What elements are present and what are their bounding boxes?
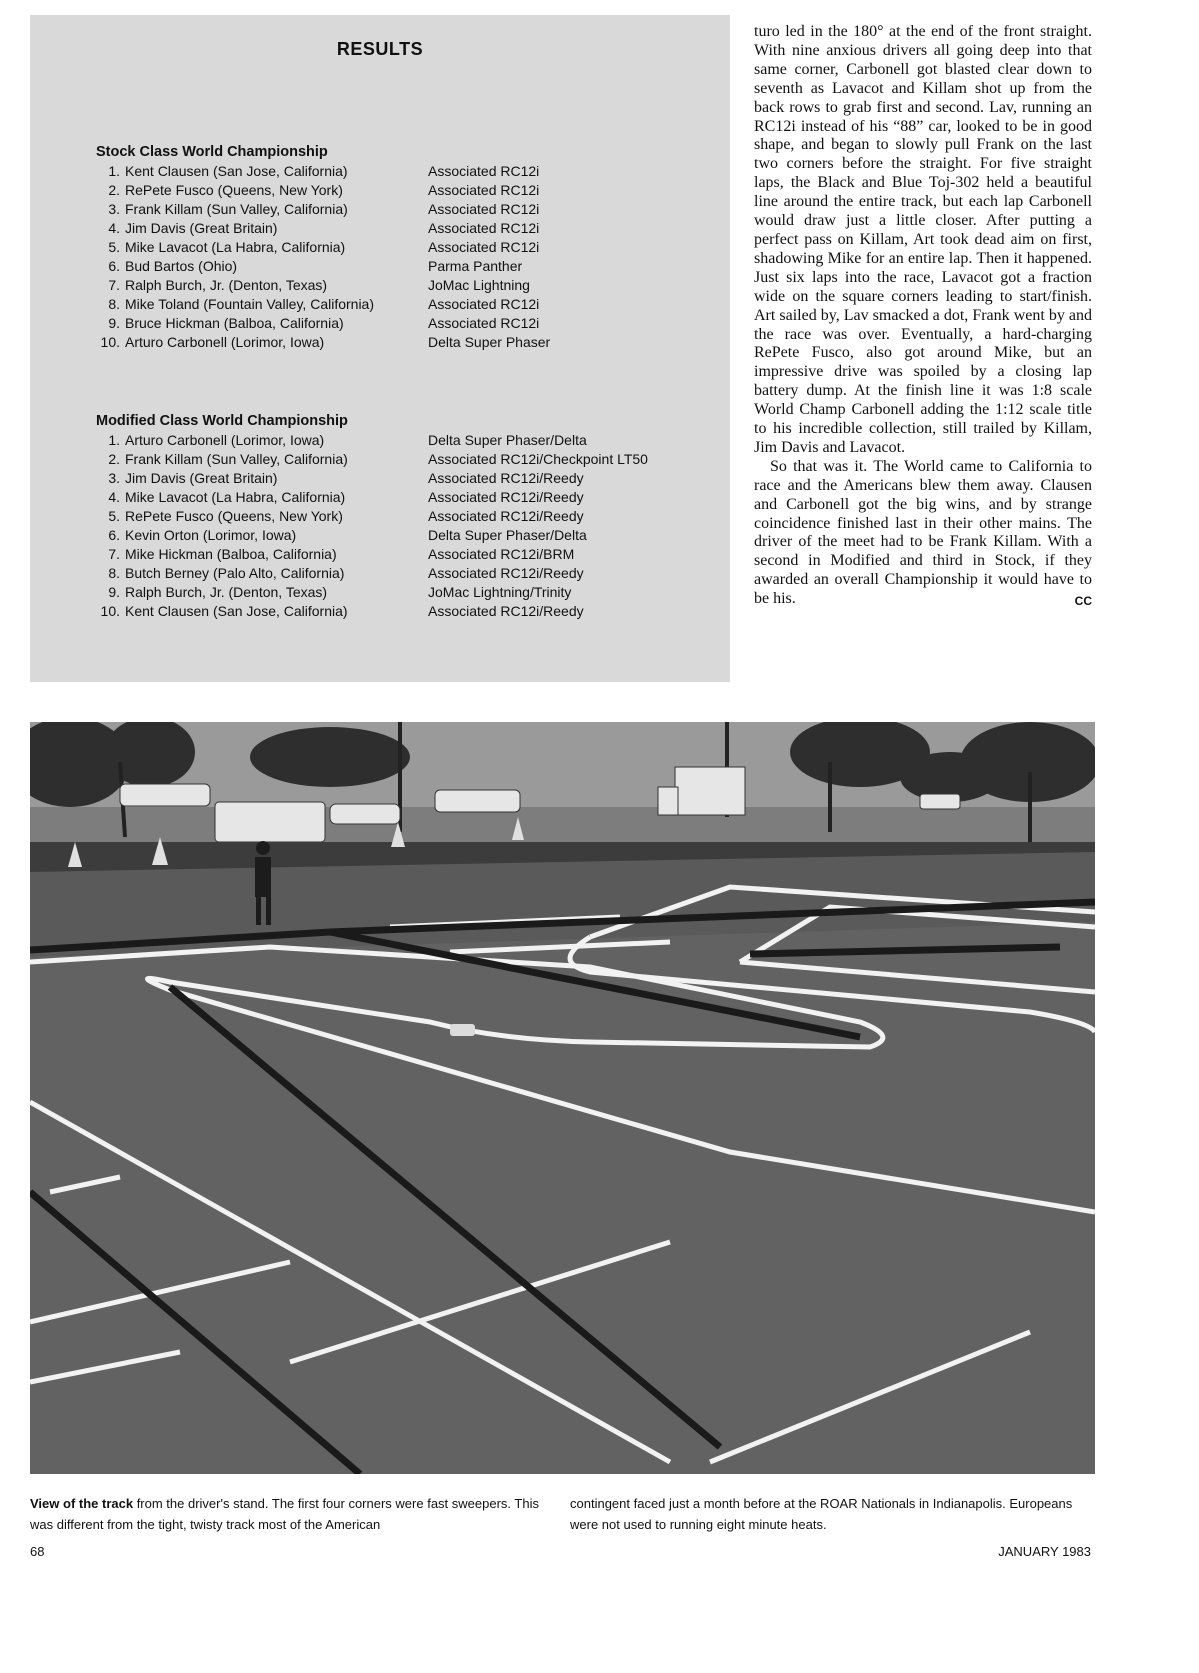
result-position: 4.	[108, 489, 120, 505]
stock-result-row	[96, 257, 716, 276]
results-title: RESULTS	[336, 39, 424, 59]
result-driver: Ralph Burch, Jr. (Denton, Texas)	[125, 584, 328, 600]
caption-text-1: from the driver's stand. The first four corners were fast sweepers. This was different from the tight, twisty track most of the American	[30, 1496, 539, 1532]
result-car: JoMac Lightning	[428, 277, 530, 293]
result-car: Associated RC12i	[428, 296, 540, 312]
result-driver: Mike Lavacot (La Habra, California)	[125, 239, 346, 255]
modified-result-row	[96, 564, 716, 583]
photo-caption-right	[570, 1493, 1095, 1535]
result-car: Associated RC12i/Reedy	[428, 489, 584, 505]
stock-result-row	[96, 162, 716, 181]
result-driver: Frank Killam (Sun Valley, California)	[125, 451, 348, 467]
stock-class-list	[96, 162, 716, 352]
result-driver: Frank Killam (Sun Valley, California)	[125, 201, 348, 217]
result-car: Associated RC12i	[428, 163, 540, 179]
result-position: 1.	[108, 163, 120, 179]
result-position: 9.	[108, 584, 120, 600]
result-position: 5.	[108, 508, 120, 524]
stock-result-row	[96, 200, 716, 219]
result-car: Associated RC12i/Reedy	[428, 603, 584, 619]
modified-result-row	[96, 507, 716, 526]
result-driver: Kent Clausen (San Jose, California)	[125, 603, 348, 619]
result-driver: Ralph Burch, Jr. (Denton, Texas)	[125, 277, 328, 293]
result-car: Delta Super Phaser/Delta	[428, 432, 587, 448]
stock-result-row	[96, 219, 716, 238]
modified-result-row	[96, 545, 716, 564]
result-car: Associated RC12i	[428, 201, 540, 217]
result-car: Parma Panther	[428, 258, 523, 274]
result-driver: Mike Lavacot (La Habra, California)	[125, 489, 346, 505]
result-driver: Bruce Hickman (Balboa, California)	[125, 315, 344, 331]
result-driver: Arturo Carbonell (Lorimor, Iowa)	[125, 334, 325, 350]
stock-result-row	[96, 238, 716, 257]
result-driver: RePete Fusco (Queens, New York)	[125, 182, 343, 198]
article-paragraph-2-text: So that was it. The World came to California to race and the Americans blew them away. Clausen and Carbonell got the big wins, and by strange coincidence finished last in their other mains. The driver of the meet had to be Frank Killam. With a second in Modified and third in Stock, if they awarded an overall Championship it would have to be his.	[754, 457, 1092, 608]
track-photo-illustration	[30, 722, 1095, 1474]
modified-result-row	[96, 602, 716, 621]
result-car: Associated RC12i	[428, 182, 540, 198]
result-car: Associated RC12i	[428, 315, 540, 331]
issue-date: JANUARY 1983	[998, 1544, 1091, 1559]
modified-class-results	[96, 412, 716, 621]
result-car: JoMac Lightning/Trinity	[428, 584, 572, 600]
result-position: 6.	[108, 258, 120, 274]
modified-result-row	[96, 583, 716, 602]
stock-result-row	[96, 276, 716, 295]
result-driver: Jim Davis (Great Britain)	[125, 470, 278, 486]
page-number: 68	[30, 1544, 45, 1559]
result-position: 10.	[100, 334, 120, 350]
result-position: 6.	[108, 527, 120, 543]
stock-result-row	[96, 333, 716, 352]
result-driver: Kevin Orton (Lorimor, Iowa)	[125, 527, 297, 543]
result-position: 7.	[108, 546, 120, 562]
modified-class-list	[96, 431, 716, 621]
result-position: 8.	[108, 296, 120, 312]
modified-result-row	[96, 469, 716, 488]
result-position: 10.	[100, 603, 120, 619]
results-box	[30, 15, 730, 682]
result-driver: Butch Berney (Palo Alto, California)	[125, 565, 345, 581]
result-position: 2.	[108, 182, 120, 198]
stock-result-row	[96, 314, 716, 333]
result-driver: Bud Bartos (Ohio)	[125, 258, 238, 274]
photo-caption-left	[30, 1493, 550, 1535]
result-driver: Kent Clausen (San Jose, California)	[125, 163, 348, 179]
article-column	[754, 23, 1092, 611]
result-position: 8.	[108, 565, 120, 581]
result-position: 7.	[108, 277, 120, 293]
result-driver: Mike Hickman (Balboa, California)	[125, 546, 337, 562]
result-car: Delta Super Phaser/Delta	[428, 527, 587, 543]
result-car: Associated RC12i/Reedy	[428, 508, 584, 524]
stock-class-results	[96, 143, 716, 352]
result-car: Associated RC12i/Reedy	[428, 565, 584, 581]
result-driver: RePete Fusco (Queens, New York)	[125, 508, 343, 524]
modified-result-row	[96, 431, 716, 450]
article-paragraph-2	[754, 458, 1092, 609]
result-car: Associated RC12i/Checkpoint LT50	[428, 451, 648, 467]
caption-text-2: contingent faced just a month before at the ROAR Nationals in Indianapolis. Europeans were not used to running eight minute heats.	[570, 1496, 1073, 1532]
caption-lead: View of the track	[30, 1496, 134, 1511]
result-driver: Mike Toland (Fountain Valley, California)	[125, 296, 375, 312]
result-position: 3.	[108, 470, 120, 486]
modified-class-heading: Modified Class World Championship	[96, 413, 348, 429]
result-position: 5.	[108, 239, 120, 255]
result-car: Associated RC12i/BRM	[428, 546, 575, 562]
result-position: 2.	[108, 451, 120, 467]
modified-result-row	[96, 488, 716, 507]
modified-result-row	[96, 450, 716, 469]
result-car: Associated RC12i/Reedy	[428, 470, 584, 486]
track-photo	[30, 722, 1095, 1474]
modified-result-row	[96, 526, 716, 545]
result-car: Delta Super Phaser	[428, 334, 551, 350]
result-position: 1.	[108, 432, 120, 448]
result-car: Associated RC12i	[428, 239, 540, 255]
stock-class-heading: Stock Class World Championship	[96, 144, 328, 160]
result-driver: Jim Davis (Great Britain)	[125, 220, 278, 236]
result-driver: Arturo Carbonell (Lorimor, Iowa)	[125, 432, 325, 448]
result-position: 9.	[108, 315, 120, 331]
result-position: 3.	[108, 201, 120, 217]
stock-result-row	[96, 181, 716, 200]
stock-result-row	[96, 295, 716, 314]
result-position: 4.	[108, 220, 120, 236]
article-paragraph-1: turo led in the 180° at the end of the front straight. With nine anxious drivers all going deep into that same corner, Carbonell got blasted clear down to seventh as Lavacot and Killam shot up from the back rows to grab first and second. Lav, running an RC12i instead of his “88” car, looked to be in good shape, and began to slowly pull Frank on the last two corners before the straight. For five straight laps, the Black and Blue Toj-302 held a beautiful line around the entire track, but each lap Carbonell would draw just a little closer. After putting a perfect pass on Killam, Art took dead aim on first, shadowing Mike for an entire lap. Then it happened. Just six laps into the race, Lavacot got a fraction wide on the square corners leading to start/finish. Art sailed by, Lav smacked a dot, Frank went by and the race was over. Eventually, a hard-charging RePete Fusco, also got around Mike, but an impressive drive was spoiled by a closing lap battery dump. At the finish line it was 1:8 scale World Champ Carbonell adding the 1:12 scale title to his incredible collection, still trailed by Killam, Jim Davis and Lavacot.	[754, 23, 1092, 456]
result-car: Associated RC12i	[428, 220, 540, 236]
end-mark-icon: CC	[1074, 594, 1092, 609]
